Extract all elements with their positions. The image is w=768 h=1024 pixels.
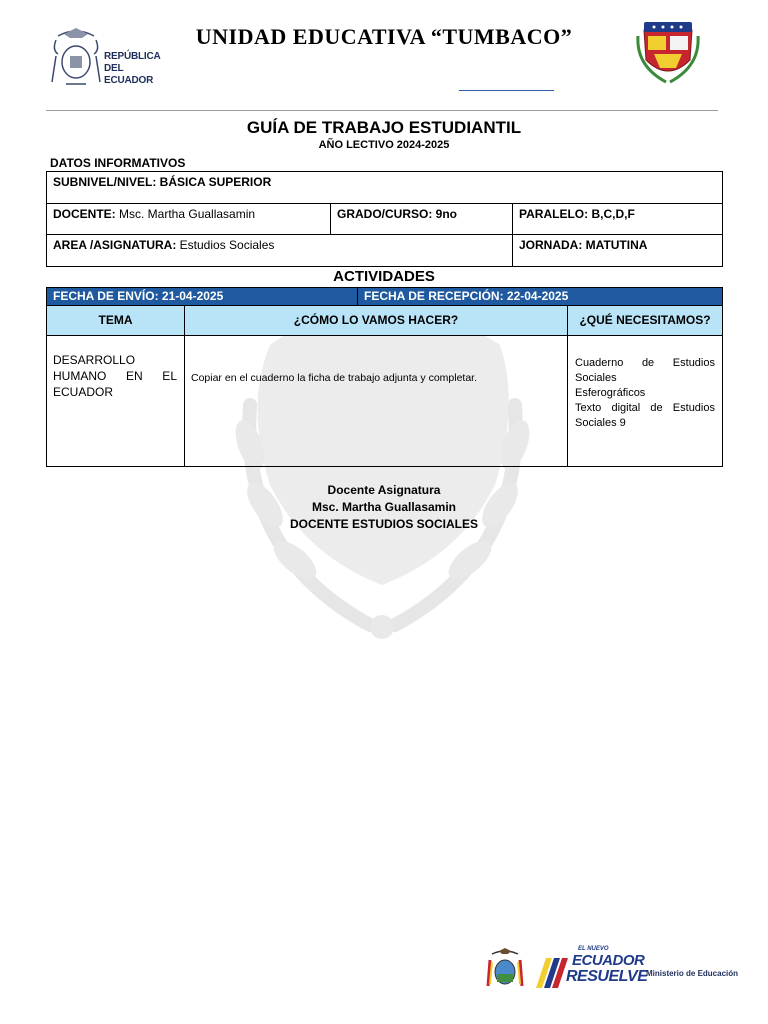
ecuador-resuelve-logo	[532, 944, 648, 990]
brand-mid-text: ECUADOR	[572, 952, 645, 969]
docente-value: Msc. Martha Guallasamin	[119, 207, 256, 221]
area-cell	[46, 234, 513, 267]
area-label: AREA /ASIGNATURA:	[53, 238, 177, 252]
area-value: Estudios Sociales	[179, 238, 275, 252]
necesitamos-cell	[567, 335, 723, 467]
need-item: Texto digital de Estudios	[575, 402, 715, 414]
signature-role: Docente Asignatura	[327, 483, 441, 497]
signature-name: Msc. Martha Guallasamin	[311, 500, 457, 514]
paralelo-cell: PARALELO: B,C,D,F	[512, 203, 723, 235]
docente-label: DOCENTE:	[53, 207, 116, 221]
header-divider	[46, 110, 718, 111]
column-header-tema: TEMA	[46, 305, 185, 336]
brand-top-text: EL NUEVO	[578, 946, 609, 952]
need-item: Cuaderno de Estudios	[575, 357, 715, 369]
school-crest-icon	[630, 16, 706, 86]
signature-title: DOCENTE ESTUDIOS SOCIALES	[289, 517, 479, 531]
need-item: Sociales 9	[575, 417, 626, 429]
jornada-cell: JORNADA: MATUTINA	[512, 234, 723, 267]
fecha-recepcion: FECHA DE RECEPCIÓN: 22-04-2025	[357, 287, 723, 306]
tema-cell	[46, 335, 185, 467]
como-cell	[184, 335, 568, 467]
datos-informativos-label: DATOS INFORMATIVOS	[50, 156, 186, 170]
need-item: Esferográficos	[575, 387, 646, 399]
tema-text: DESARROLLO HUMANO EN EL ECUADOR	[53, 353, 177, 399]
ecuador-shield-icon	[486, 948, 524, 990]
republica-ecuador-text: REPÚBLICA DEL ECUADOR	[104, 51, 161, 86]
school-year: AÑO LECTIVO 2024-2025	[318, 139, 450, 151]
header-link-underline	[459, 90, 554, 91]
need-item: Sociales	[575, 372, 617, 384]
docente-cell	[46, 203, 331, 235]
activities-title: ACTIVIDADES	[333, 268, 435, 285]
ministry-name: Ministerio de Educación	[646, 969, 739, 978]
column-header-como: ¿CÓMO LO VAMOS HACER?	[184, 305, 568, 336]
fecha-envio: FECHA DE ENVÍO: 21-04-2025	[46, 287, 358, 306]
document-title: GUÍA DE TRABAJO ESTUDIANTIL	[246, 118, 522, 137]
column-header-necesitamos: ¿QUÉ NECESITAMOS?	[567, 305, 723, 336]
school-name: UNIDAD EDUCATIVA “TUMBACO”	[195, 24, 573, 49]
grado-cell: GRADO/CURSO: 9no	[330, 203, 513, 235]
como-text: Copiar en el cuaderno la ficha de trabajo adjunta y completar.	[191, 372, 478, 384]
brand-bottom-text: RESUELVE	[566, 968, 648, 985]
signature-block	[0, 482, 768, 533]
subnivel-cell: SUBNIVEL/NIVEL: BÁSICA SUPERIOR	[46, 171, 723, 204]
